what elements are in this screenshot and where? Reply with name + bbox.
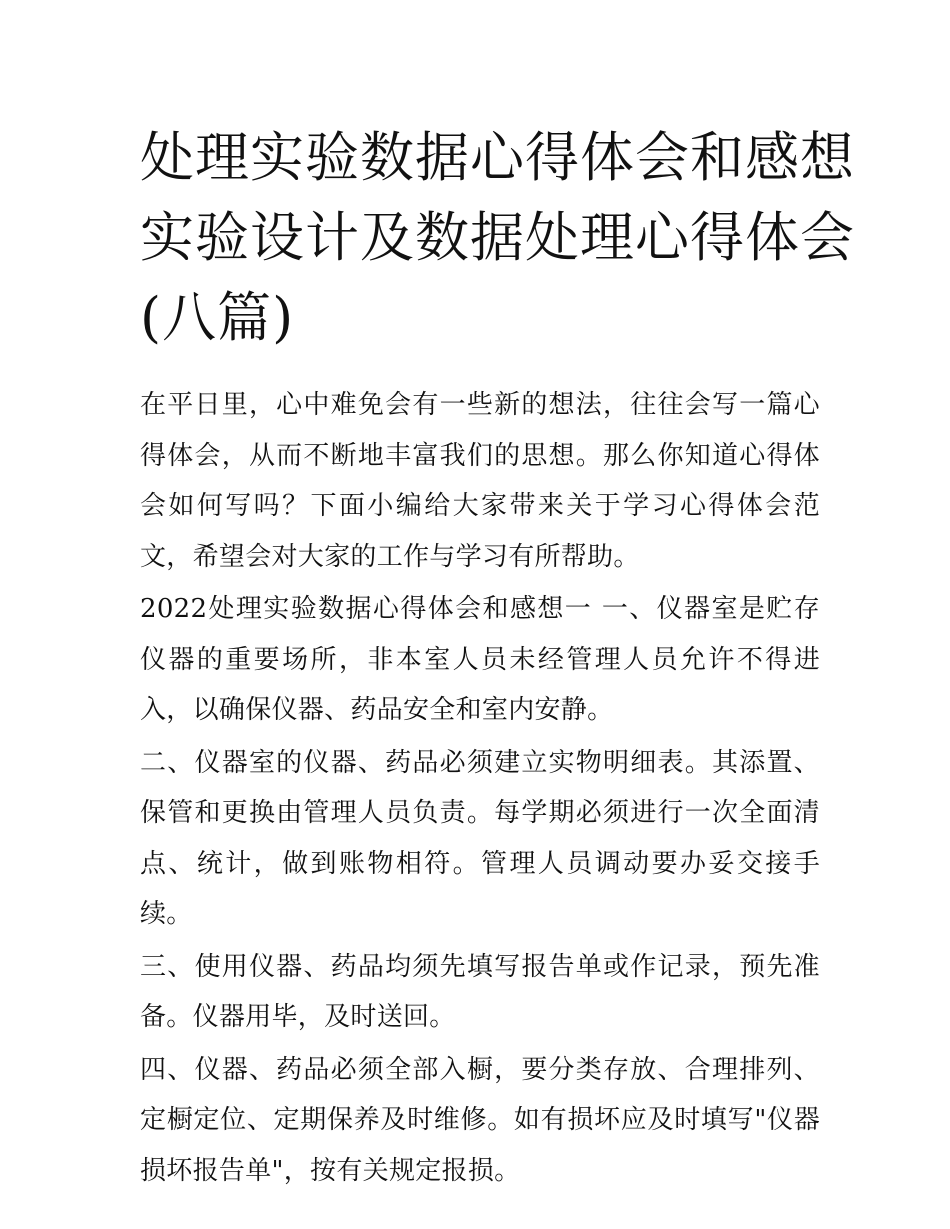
document-content	[140, 118, 855, 1198]
paragraph-rule-4: 四、仪器、药品必须全部入橱，要分类存放、合理排列、定橱定位、定期保养及时维修。如有损坏应及时填写"仪器损坏报告单"，按有关规定报损。	[140, 1054, 820, 1186]
paragraph-rule-3: 三、使用仪器、药品均须先填写报告单或作记录，预先准备。仪器用毕，及时送回。	[140, 951, 820, 1032]
document-title	[140, 118, 855, 358]
paragraph-intro: 在平日里，心中难免会有一些新的想法，往往会写一篇心得体会，从而不断地丰富我们的思想。那么你知道心得体会如何写吗？下面小编给大家带来关于学习心得体会范文，希望会对大家的工作与学习有所帮助。	[140, 390, 820, 572]
title-line-3: (八篇)	[140, 286, 295, 349]
paragraph-rule-1: 2022处理实验数据心得体会和感想一 一、仪器室是贮存仪器的重要场所，非本室人员未经管理人员允许不得进入，以确保仪器、药品安全和室内安静。	[140, 594, 820, 725]
title-line-1: 处理实验数据心得体会和感想	[140, 126, 855, 189]
document-body	[140, 380, 820, 1196]
paragraph-rule-2: 二、仪器室的仪器、药品必须建立实物明细表。其添置、保管和更换由管理人员负责。每学期必须进行一次全面清点、统计，做到账物相符。管理人员调动要办妥交接手续。	[140, 747, 820, 929]
title-line-2: 实验设计及数据处理心得体会	[140, 206, 855, 269]
